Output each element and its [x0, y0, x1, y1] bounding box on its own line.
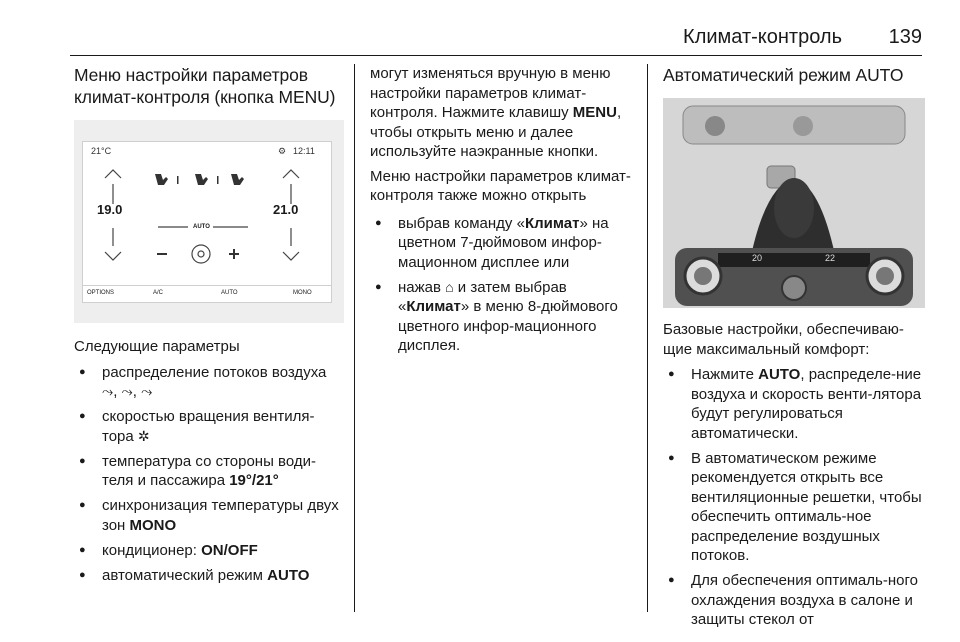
- home-screen-icon: ⌂: [445, 278, 454, 295]
- column-right: [663, 64, 925, 635]
- list-item: ● кондиционер: ON/OFF: [74, 541, 344, 561]
- airflow-lower-icon: [231, 174, 244, 185]
- photo-left-temp: 20: [752, 253, 763, 263]
- airflow-upper-icon: [155, 174, 168, 185]
- list-item: ● синхронизация температуры двух зон MONO: [74, 496, 344, 535]
- auto-mode-heading: Автоматический режим AUTO: [663, 65, 904, 85]
- intro-text: Следующие параметры: [74, 338, 240, 355]
- menu-settings-heading: Меню настройки параметров климат-контроля (кнопка MENU): [74, 65, 336, 107]
- right-temp-readout: 21.0: [273, 202, 299, 217]
- climate-display: [82, 141, 332, 303]
- airflow-upper-icon: ⤳: [102, 383, 114, 399]
- list-item: ● температура со стороны води-теля и пассажира 19°/21°: [74, 452, 344, 491]
- left-temp-readout: 19.0: [97, 202, 123, 217]
- list-item: ● Для обеспечения оптималь-ного охлаждения воздуха в салоне и защиты стекол от: [663, 571, 925, 630]
- list-item: ● Нажмите AUTO, распределе-ние воздуха и скорость венти-лятора будут регулироваться автоматически.: [663, 365, 925, 443]
- climate-panel-graphic: [663, 98, 925, 308]
- fan-icon: ✲: [137, 427, 150, 444]
- left-temp-up-icon: [105, 170, 121, 178]
- fan-icon: [192, 245, 210, 263]
- paragraph: могут изменяться вручную в меню настройки параметров климат-контроля. Нажмите клавишу MENU, чтобы открыть меню и далее используйте наэкранные кнопки.: [370, 65, 622, 160]
- softkey-auto: AUTO: [221, 290, 238, 296]
- left-temp-down-icon: [105, 252, 121, 260]
- paragraph: Меню настройки параметров климат-контроля также можно открыть: [370, 167, 631, 204]
- clock-readout: 12:11: [293, 146, 315, 156]
- fan-minus-icon: [157, 253, 167, 255]
- column-divider: [647, 64, 648, 612]
- climate-controls-graphic: [83, 142, 333, 304]
- intro-text: Базовые настройки, обеспечиваю-щие максимальный комфорт:: [663, 321, 904, 358]
- section-title: Климат-контроль: [683, 26, 842, 48]
- auto-indicator: AUTO: [193, 224, 210, 230]
- parameters-list: [74, 363, 344, 586]
- list-item: ● нажав ⌂ и затем выбрав «Климат» в меню 8-дюймового цветного инфор-мационного дисплея.: [370, 278, 638, 356]
- right-temp-up-icon: [283, 170, 299, 178]
- page-number: 139: [888, 26, 922, 48]
- open-menu-list: [370, 214, 638, 356]
- list-item: ● В автоматическом режиме рекомендуется открыть все вентиляционные решетки, чтобы обеспечить оптималь-ное распределение воздушных потоков.: [663, 449, 925, 566]
- list-item: ● распределение потоков воздуха ⤳, ⤳, ⤳: [74, 363, 344, 402]
- column-divider: [354, 64, 355, 612]
- airflow-middle-icon: [195, 174, 208, 185]
- column-middle: [370, 64, 638, 361]
- gear-icon: ⚙: [278, 146, 287, 156]
- softkey-bar: [83, 285, 331, 302]
- page-header: [70, 22, 922, 56]
- climate-screen-illustration: [74, 120, 344, 323]
- outside-temp-readout: 21°C: [91, 146, 112, 156]
- list-item: ● скоростью вращения вентиля-тора ✲: [74, 407, 344, 446]
- airflow-middle-icon: ⤳: [121, 383, 133, 399]
- softkey-ac: A/C: [153, 290, 164, 296]
- climate-panel-photo: [663, 98, 925, 308]
- list-item: ● автоматический режим AUTO: [74, 566, 344, 586]
- right-temp-down-icon: [283, 252, 299, 260]
- softkey-options: OPTIONS: [87, 290, 115, 296]
- photo-right-temp: 22: [825, 253, 836, 263]
- softkey-mono: MONO: [293, 290, 312, 296]
- list-item: ● выбрав команду «Климат» на цветном 7-дюймовом инфор-мационном дисплее или: [370, 214, 638, 273]
- column-left: [74, 64, 344, 591]
- airflow-lower-icon: ⤳: [141, 383, 153, 399]
- auto-mode-list: [663, 365, 925, 630]
